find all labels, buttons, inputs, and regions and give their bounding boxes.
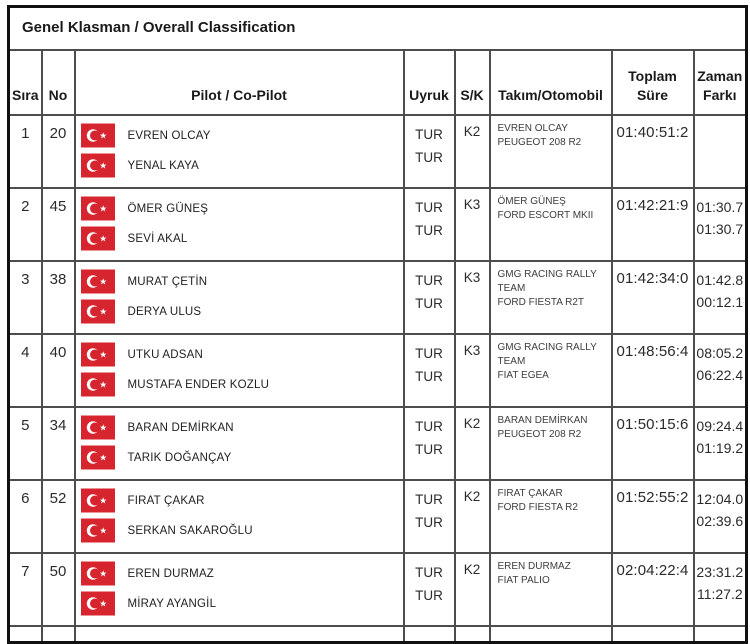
turkey-flag-icon — [81, 196, 115, 221]
pilot-nationality: TUR — [415, 346, 443, 361]
pilot-nationality: TUR — [415, 565, 443, 580]
gap-to-previous: 00:12.1 — [696, 293, 744, 310]
class-cell: K3 — [455, 261, 490, 334]
gap-to-leader: 01:30.7 — [696, 199, 744, 215]
table-row — [9, 261, 747, 334]
rank-cell: 3 — [9, 261, 42, 334]
copilot-name: YENAL KAYA — [127, 159, 199, 172]
table-row — [9, 626, 747, 643]
time-gap-cell — [694, 407, 747, 480]
car-name: FORD ESCORT MKII — [497, 210, 594, 221]
team-name: EREN DURMAZ — [497, 561, 571, 572]
copilot-line — [81, 372, 397, 397]
turkey-flag-icon — [81, 488, 115, 513]
pilot-cell — [75, 480, 404, 553]
car-name: PEUGEOT 208 R2 — [497, 137, 582, 148]
header-rank: Sıra — [9, 50, 42, 115]
gap-to-leader: 12:04.0 — [696, 491, 744, 507]
pilot-nationality: TUR — [415, 200, 443, 215]
rank-cell: 7 — [9, 553, 42, 626]
pilot-line — [81, 561, 397, 586]
total-time-cell: 02:04:22:4 — [612, 553, 694, 626]
turkey-flag-icon — [81, 561, 115, 586]
copilot-name: TARIK DOĞANÇAY — [127, 451, 232, 464]
team-cell — [490, 553, 612, 626]
team-cell — [490, 261, 612, 334]
team-name: FIRAT ÇAKAR — [497, 488, 563, 499]
pilot-name: ÖMER GÜNEŞ — [127, 202, 209, 215]
header-total-line1: Toplam — [628, 68, 677, 85]
pilot-name: EREN DURMAZ — [127, 567, 215, 580]
turkey-flag-icon — [81, 415, 115, 440]
car-number-cell: 52 — [42, 480, 75, 553]
copilot-nationality: TUR — [415, 295, 443, 311]
car-number-cell: 34 — [42, 407, 75, 480]
total-time-cell: 01:42:34:0 — [612, 261, 694, 334]
classification-table — [7, 5, 748, 644]
time-gap-cell — [694, 115, 747, 188]
turkey-flag-icon — [81, 226, 115, 251]
copilot-line — [81, 518, 397, 543]
copilot-line — [81, 226, 397, 251]
header-total-line2: Süre — [636, 87, 669, 104]
gap-to-leader: 23:31.2 — [696, 564, 744, 580]
turkey-flag-icon — [81, 123, 115, 148]
team-name: GMG RACING RALLY TEAM — [497, 342, 597, 367]
pilot-cell — [75, 261, 404, 334]
rank-cell: 2 — [9, 188, 42, 261]
rank-cell: 1 — [9, 115, 42, 188]
class-cell: K3 — [455, 334, 490, 407]
pilot-cell — [75, 407, 404, 480]
header-gap-line2: Farkı — [703, 87, 737, 104]
nationality-cell — [404, 261, 455, 334]
table-row — [9, 334, 747, 407]
pilot-nationality: TUR — [415, 419, 443, 434]
header-gap-line1: Zaman — [697, 68, 743, 85]
pilot-line — [81, 415, 397, 440]
total-time-cell: 01:48:56:4 — [612, 334, 694, 407]
copilot-line — [81, 445, 397, 470]
pilot-cell — [75, 553, 404, 626]
copilot-nationality: TUR — [415, 149, 443, 165]
gap-to-previous — [696, 138, 745, 152]
turkey-flag-icon — [81, 342, 115, 367]
copilot-name: DERYA ULUS — [127, 305, 202, 318]
page-title: Genel Klasman / Overall Classification — [9, 7, 747, 51]
pilot-name: BARAN DEMİRKAN — [127, 421, 234, 434]
copilot-nationality: TUR — [415, 587, 443, 603]
gap-to-previous: 01:19.2 — [696, 439, 744, 456]
nationality-cell — [404, 480, 455, 553]
time-gap-cell — [694, 188, 747, 261]
pilot-cell — [75, 334, 404, 407]
gap-to-leader: 01:42.8 — [696, 272, 744, 288]
pilot-line — [81, 488, 397, 513]
copilot-name: MUSTAFA ENDER KOZLU — [127, 378, 270, 391]
gap-to-previous: 02:39.6 — [696, 512, 744, 529]
class-cell: K2 — [455, 480, 490, 553]
header-no: No — [42, 50, 75, 115]
pilot-line — [81, 196, 397, 221]
table-row — [9, 553, 747, 626]
team-name: ÖMER GÜNEŞ — [497, 196, 566, 207]
car-name: FIAT EGEA — [497, 370, 549, 381]
total-time-cell: 01:52:55:2 — [612, 480, 694, 553]
team-name: EVREN OLCAY — [497, 123, 568, 134]
pilot-name: UTKU ADSAN — [127, 348, 203, 361]
car-number-cell: 45 — [42, 188, 75, 261]
turkey-flag-icon — [81, 299, 115, 324]
copilot-line — [81, 299, 397, 324]
car-name: PEUGEOT 208 R2 — [497, 429, 582, 440]
team-cell — [490, 480, 612, 553]
header-pilot: Pilot / Co-Pilot — [75, 50, 404, 115]
class-cell: K2 — [455, 553, 490, 626]
nationality-cell — [404, 334, 455, 407]
copilot-line — [81, 153, 397, 178]
turkey-flag-icon — [81, 445, 115, 470]
pilot-name: FIRAT ÇAKAR — [127, 494, 205, 507]
pilot-line — [81, 342, 397, 367]
copilot-name: MİRAY AYANGİL — [127, 597, 217, 610]
pilot-nationality: TUR — [415, 127, 443, 142]
copilot-nationality: TUR — [415, 514, 443, 530]
copilot-line — [81, 591, 397, 616]
gap-to-previous: 11:27.2 — [696, 585, 743, 602]
turkey-flag-icon — [81, 518, 115, 543]
table-row — [9, 188, 747, 261]
table-title-row — [9, 7, 747, 51]
turkey-flag-icon — [81, 269, 115, 294]
car-number-cell: 38 — [42, 261, 75, 334]
nationality-cell — [404, 553, 455, 626]
time-gap-cell — [694, 553, 747, 626]
total-time-cell: 01:50:15:6 — [612, 407, 694, 480]
car-name: FORD FIESTA R2T — [497, 297, 584, 308]
gap-to-leader — [696, 124, 745, 138]
turkey-flag-icon — [81, 372, 115, 397]
class-cell: K3 — [455, 188, 490, 261]
copilot-nationality: TUR — [415, 222, 443, 238]
gap-to-previous: 06:22.4 — [696, 366, 744, 383]
gap-to-leader: 09:24.4 — [696, 418, 744, 434]
car-number-cell: 40 — [42, 334, 75, 407]
turkey-flag-icon — [81, 591, 115, 616]
gap-to-leader: 08:05.2 — [696, 345, 744, 361]
car-number-cell: 20 — [42, 115, 75, 188]
table-row — [9, 407, 747, 480]
rank-cell: 5 — [9, 407, 42, 480]
copilot-nationality: TUR — [415, 368, 443, 384]
nationality-cell — [404, 188, 455, 261]
gap-to-previous: 01:30.7 — [696, 220, 744, 237]
pilot-line — [81, 123, 397, 148]
car-name: FORD FIESTA R2 — [497, 502, 578, 513]
time-gap-cell — [694, 480, 747, 553]
class-cell: K2 — [455, 115, 490, 188]
copilot-name: SEVİ AKAL — [127, 232, 188, 245]
header-nationality: Uyruk — [404, 50, 455, 115]
team-cell — [490, 188, 612, 261]
table-header-row — [9, 50, 747, 115]
time-gap-cell — [694, 261, 747, 334]
class-cell: K2 — [455, 407, 490, 480]
team-cell — [490, 334, 612, 407]
header-team: Takım/Otomobil — [490, 50, 612, 115]
pilot-cell — [75, 188, 404, 261]
team-name: BARAN DEMİRKAN — [497, 415, 588, 426]
header-class: S/K — [455, 50, 490, 115]
team-cell — [490, 407, 612, 480]
pilot-cell — [75, 115, 404, 188]
pilot-nationality: TUR — [415, 273, 443, 288]
copilot-nationality: TUR — [415, 441, 443, 457]
turkey-flag-icon — [81, 153, 115, 178]
total-time-cell: 01:40:51:2 — [612, 115, 694, 188]
pilot-line — [81, 269, 397, 294]
car-name: FIAT PALIO — [497, 575, 550, 586]
total-time-cell: 01:42:21:9 — [612, 188, 694, 261]
results-body — [9, 115, 747, 643]
nationality-cell — [404, 115, 455, 188]
car-number-cell: 50 — [42, 553, 75, 626]
pilot-name: MURAT ÇETİN — [127, 275, 208, 288]
pilot-name: EVREN OLCAY — [127, 129, 211, 142]
nationality-cell — [404, 407, 455, 480]
rank-cell: 4 — [9, 334, 42, 407]
time-gap-cell — [694, 334, 747, 407]
team-cell — [490, 115, 612, 188]
table-row — [9, 115, 747, 188]
team-name: GMG RACING RALLY TEAM — [497, 269, 597, 294]
table-row — [9, 480, 747, 553]
rank-cell: 6 — [9, 480, 42, 553]
copilot-name: SERKAN SAKAROĞLU — [127, 524, 253, 537]
header-gap — [694, 50, 747, 115]
header-total-time — [612, 50, 694, 115]
pilot-nationality: TUR — [415, 492, 443, 507]
